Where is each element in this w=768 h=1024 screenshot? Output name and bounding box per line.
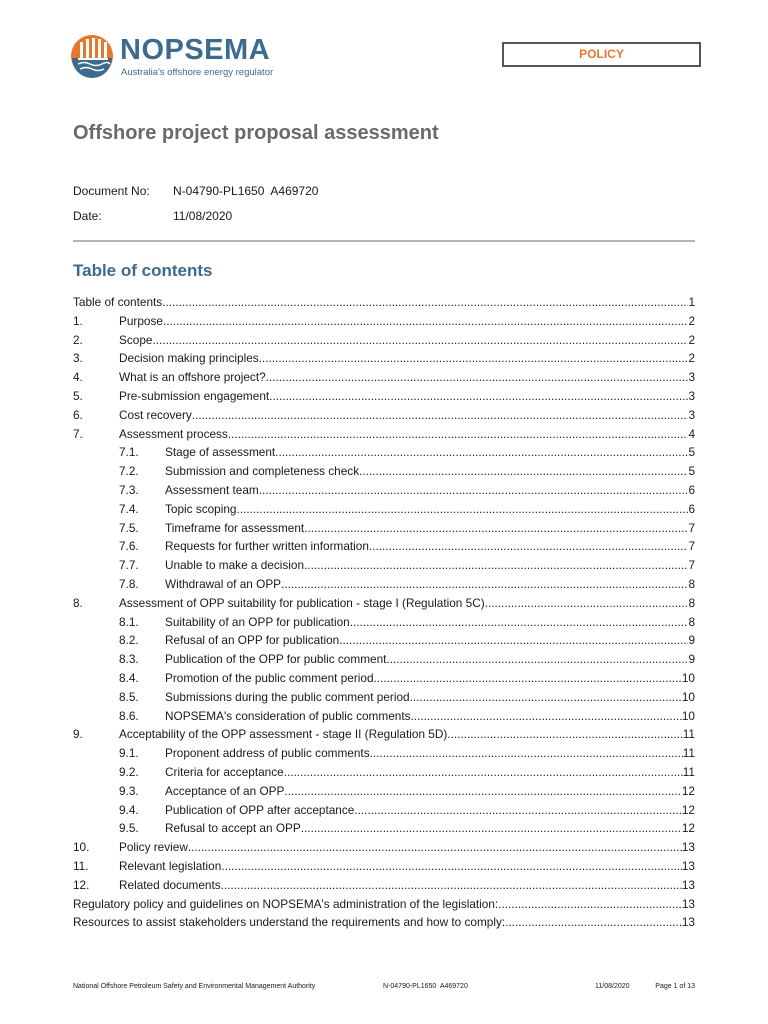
toc-dot-leader [284, 782, 682, 801]
toc-entry-page: 11 [682, 764, 695, 779]
toc-entry-page: 10 [681, 689, 695, 704]
toc-entry-page: 13 [681, 896, 695, 911]
nopsema-logo-mark-icon [70, 34, 114, 78]
toc-entry-title: Submissions during the public comment period [165, 689, 410, 704]
toc-dot-leader [259, 349, 689, 368]
toc-entry[interactable] [73, 707, 695, 726]
toc-entry-page: 7 [688, 558, 695, 573]
page-footer [73, 983, 695, 995]
toc-entry-number: 9.3. [119, 783, 139, 798]
header-divider [73, 240, 695, 242]
toc-entry-page: 10 [681, 670, 695, 685]
toc-entry-title: NOPSEMA's consideration of public comments [165, 708, 411, 723]
toc-dot-leader [370, 744, 683, 763]
toc-entry[interactable] [73, 293, 695, 312]
toc-entry-number: 7.7. [119, 558, 139, 573]
toc-entry-title: Refusal to accept an OPP [165, 821, 301, 836]
toc-entry-page: 3 [688, 407, 695, 422]
brand-tagline: Australia's offshore energy regulator [121, 67, 274, 78]
toc-dot-leader [374, 669, 682, 688]
toc-entry-number: 8.2. [119, 633, 139, 648]
toc-entry-page: 2 [688, 332, 695, 347]
toc-dot-leader [163, 312, 688, 331]
toc-entry[interactable] [73, 838, 695, 857]
toc-entry-title: Unable to make a decision [165, 558, 305, 573]
toc-dot-leader [236, 500, 688, 519]
toc-dot-leader [301, 819, 682, 838]
toc-entry-number: 2. [73, 332, 83, 347]
toc-entry[interactable] [73, 801, 695, 820]
toc-entry-page: 5 [688, 445, 695, 460]
toc-entry-page: 3 [688, 388, 695, 403]
footer-organisation: National Offshore Petroleum Safety and Environmental Management Authority [73, 983, 316, 990]
toc-entry-number: 4. [73, 370, 83, 385]
toc-entry-number: 9. [73, 727, 83, 742]
toc-dot-leader [162, 293, 688, 312]
toc-entry[interactable] [73, 406, 695, 425]
toc-entry-page: 11 [682, 746, 695, 761]
toc-entry-page: 7 [688, 539, 695, 554]
toc-entry-number: 7.3. [119, 482, 139, 497]
toc-entry[interactable] [73, 312, 695, 331]
toc-entry-page: 1 [688, 295, 695, 309]
toc-entry-number: 5. [73, 388, 83, 403]
toc-entry-page: 5 [688, 464, 695, 479]
document-number-label: Document No: [73, 184, 150, 198]
toc-dot-leader [304, 519, 688, 538]
toc-dot-leader [284, 763, 683, 782]
toc-entry-title: Requests for further written information [165, 539, 369, 554]
toc-entry-title: Submission and completeness check [165, 464, 360, 479]
toc-entry-number: 7. [73, 426, 83, 441]
table-of-contents [73, 293, 695, 932]
toc-entry[interactable] [73, 349, 695, 368]
toc-entry-title: Relevant legislation [119, 858, 222, 873]
toc-entry[interactable] [73, 725, 695, 744]
toc-entry-page: 13 [681, 840, 695, 855]
toc-entry-number: 7.1. [119, 445, 139, 460]
toc-entry-title: Publication of the OPP for public comment [165, 652, 387, 667]
toc-entry-page: 9 [688, 652, 695, 667]
toc-entry-title: Publication of OPP after acceptance [165, 802, 355, 817]
toc-entry-number: 8.5. [119, 689, 139, 704]
toc-dot-leader [498, 895, 682, 914]
toc-entry-title: Stage of assessment [165, 445, 276, 460]
toc-entry-title: Cost recovery [119, 407, 192, 422]
toc-entry-number: 8.3. [119, 652, 139, 667]
toc-dot-leader [359, 462, 688, 481]
toc-entry-page: 13 [681, 915, 695, 930]
toc-entry-page: 11 [682, 727, 695, 742]
toc-entry[interactable] [73, 650, 695, 669]
toc-entry-page: 6 [688, 501, 695, 516]
toc-entry-number: 7.8. [119, 576, 139, 591]
toc-dot-leader [369, 537, 689, 556]
toc-entry-title: Assessment team [165, 482, 259, 497]
toc-entry[interactable] [73, 443, 695, 462]
toc-entry-page: 2 [688, 313, 695, 328]
toc-entry-page: 6 [688, 482, 695, 497]
toc-entry[interactable] [73, 631, 695, 650]
toc-dot-leader [386, 650, 688, 669]
toc-entry-number: 7.5. [119, 520, 139, 535]
toc-entry-number: 9.2. [119, 764, 139, 779]
brand-name: NOPSEMA [120, 34, 271, 66]
toc-dot-leader [269, 387, 688, 406]
toc-dot-leader [281, 575, 688, 594]
toc-entry-title: Acceptance of an OPP [165, 783, 285, 798]
toc-entry-number: 10. [73, 840, 90, 855]
toc-entry-page: 8 [688, 614, 695, 629]
toc-entry-number: 12. [73, 877, 90, 892]
toc-entry[interactable] [73, 613, 695, 632]
toc-entry-page: 4 [688, 426, 695, 441]
toc-entry-page: 7 [688, 520, 695, 535]
toc-dot-leader [221, 876, 682, 895]
toc-entry-page: 8 [688, 595, 695, 610]
toc-entry[interactable] [73, 688, 695, 707]
toc-dot-leader [485, 594, 689, 613]
toc-dot-leader [411, 707, 682, 726]
footer-document-ref: N-04790-PL1650 A469720 [383, 983, 468, 990]
toc-entry-title: Timeframe for assessment [165, 520, 305, 535]
toc-entry[interactable] [73, 425, 695, 444]
toc-entry-number: 8. [73, 595, 83, 610]
toc-entry-title: Refusal of an OPP for publication [165, 633, 340, 648]
toc-entry[interactable] [73, 575, 695, 594]
toc-dot-leader [410, 688, 682, 707]
toc-dot-leader [505, 913, 682, 932]
toc-entry-page: 12 [681, 821, 695, 836]
toc-entry[interactable] [73, 763, 695, 782]
toc-dot-leader [350, 613, 689, 632]
document-title: Offshore project proposal assessment [73, 122, 439, 144]
toc-entry-page: 12 [681, 783, 695, 798]
toc-entry-title: Regulatory policy and guidelines on NOPSEMA's administration of the legislation: [73, 896, 499, 911]
toc-entry-number: 7.4. [119, 501, 139, 516]
toc-dot-leader [354, 801, 682, 820]
toc-entry-number: 8.1. [119, 614, 139, 629]
toc-entry-title: Promotion of the public comment period [165, 670, 374, 685]
toc-dot-leader [259, 481, 689, 500]
toc-entry-title: Criteria for acceptance [165, 764, 284, 779]
toc-entry[interactable] [73, 462, 695, 481]
nopsema-logo [70, 34, 310, 80]
toc-heading: Table of contents [73, 261, 213, 280]
toc-entry-title: Scope [119, 332, 153, 347]
toc-entry-number: 3. [73, 351, 83, 366]
footer-date: 11/08/2020 [595, 983, 630, 990]
toc-entry[interactable] [73, 368, 695, 387]
toc-entry-number: 9.5. [119, 821, 139, 836]
toc-entry-page: 13 [681, 858, 695, 873]
toc-dot-leader [152, 331, 688, 350]
toc-entry[interactable] [73, 594, 695, 613]
document-date-label: Date: [73, 209, 102, 223]
toc-dot-leader [221, 857, 682, 876]
toc-entry-title: Decision making principles [119, 351, 259, 366]
toc-entry-page: 3 [688, 370, 695, 385]
toc-entry[interactable] [73, 669, 695, 688]
toc-entry-title: Acceptability of the OPP assessment - stage II (Regulation 5D) [119, 727, 448, 742]
toc-entry-number: 11. [73, 858, 89, 873]
toc-dot-leader [447, 725, 682, 744]
toc-entry[interactable] [73, 556, 695, 575]
toc-entry-page: 10 [681, 708, 695, 723]
toc-dot-leader [192, 406, 689, 425]
toc-entry[interactable] [73, 481, 695, 500]
toc-entry-number: 6. [73, 407, 83, 422]
footer-page-number: Page 1 of 13 [655, 983, 695, 990]
toc-entry-title: Table of contents [73, 295, 163, 309]
toc-entry-number: 8.6. [119, 708, 139, 723]
toc-entry[interactable] [73, 331, 695, 350]
toc-entry-number: 1. [73, 313, 83, 328]
toc-dot-leader [228, 425, 689, 444]
toc-entry-page: 2 [688, 351, 695, 366]
toc-entry[interactable] [73, 819, 695, 838]
toc-entry[interactable] [73, 387, 695, 406]
toc-entry-number: 9.4. [119, 802, 139, 817]
toc-entry-number: 9.1. [119, 746, 139, 761]
toc-entry[interactable] [73, 913, 695, 932]
toc-entry[interactable] [73, 857, 695, 876]
document-date-value: 11/08/2020 [173, 209, 233, 223]
toc-entry[interactable] [73, 782, 695, 801]
toc-entry-page: 13 [681, 877, 695, 892]
toc-entry[interactable] [73, 895, 695, 914]
toc-entry[interactable] [73, 537, 695, 556]
toc-entry-title: Topic scoping [165, 501, 237, 516]
toc-entry-number: 7.2. [119, 464, 139, 479]
toc-dot-leader [339, 631, 688, 650]
toc-entry-title: Suitability of an OPP for publication [165, 614, 350, 629]
toc-entry[interactable] [73, 744, 695, 763]
toc-dot-leader [304, 556, 688, 575]
toc-entry-page: 12 [681, 802, 695, 817]
toc-entry-title: What is an offshore project? [119, 370, 266, 385]
toc-entry-title: Assessment process [119, 426, 228, 441]
toc-entry-title: Related documents [119, 877, 221, 892]
toc-entry[interactable] [73, 876, 695, 895]
toc-entry-title: Policy review [119, 840, 188, 855]
policy-badge: POLICY [502, 42, 701, 67]
document-number-row [73, 184, 318, 198]
toc-entry-page: 9 [688, 633, 695, 648]
toc-entry[interactable] [73, 519, 695, 538]
toc-entry[interactable] [73, 500, 695, 519]
toc-dot-leader [275, 443, 688, 462]
toc-entry-title: Purpose [119, 313, 163, 328]
toc-dot-leader [266, 368, 689, 387]
toc-entry-number: 7.6. [119, 539, 139, 554]
toc-entry-title: Withdrawal of an OPP [165, 576, 282, 591]
toc-entry-title: Pre-submission engagement [119, 388, 270, 403]
toc-entry-title: Assessment of OPP suitability for publication - stage I (Regulation 5C) [119, 595, 485, 610]
toc-entry-title: Resources to assist stakeholders understand the requirements and how to comply: [73, 915, 506, 930]
toc-dot-leader [188, 838, 682, 857]
document-date-row [73, 209, 232, 223]
toc-entry-page: 8 [688, 576, 695, 591]
toc-entry-number: 8.4. [119, 670, 139, 685]
toc-entry-title: Proponent address of public comments [165, 746, 370, 761]
document-number-value: N-04790-PL1650 A469720 [173, 184, 319, 198]
